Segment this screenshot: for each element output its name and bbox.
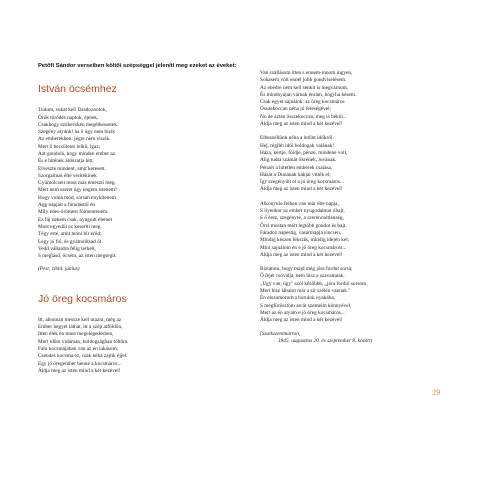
poem-line: Hogy volna mód, sorsán enyhítenem. bbox=[38, 194, 118, 201]
poem-line: Így szegényült el a jó öreg kocsmáros... bbox=[260, 179, 344, 186]
poem-line: Alkonyulo felhen van már élte napja, bbox=[260, 200, 339, 207]
intro-text: Petőfi Sándor verseiben költői szépséggel jeleníti meg ezeket az éveket: bbox=[38, 63, 237, 69]
poem-line: Áldja meg az isten mind a két kezével! bbox=[260, 186, 343, 193]
poem-line: Áldja meg az isten mind a két kezével! bbox=[260, 251, 343, 258]
poem-line: Mert időm vidáman, boldogságban töltöm. bbox=[38, 338, 129, 345]
poem-date-note-dates: 1845. augusztus 20. és szeptember 8. között) bbox=[278, 337, 373, 344]
poem-line: Mert ő becsületes lelkű, igaz; bbox=[38, 143, 101, 150]
poem-stanza bbox=[38, 107, 238, 260]
poem-line: És mindnyájan várnak énrám, hogyha késem. bbox=[260, 91, 357, 98]
poem-line: Vedd vállaidra félig terheit, bbox=[38, 245, 96, 252]
poem-stanza bbox=[260, 135, 460, 193]
poem-line: Csak egyet sajnálok: az öreg kocsmáros bbox=[260, 99, 345, 106]
poem-line: Agg napjait a fáradástól én bbox=[38, 202, 96, 209]
poem-line: Szorgalmas élte verítékinek bbox=[38, 172, 97, 179]
poem-line: Szegény atyánk! ha ő úgy nem bízik bbox=[38, 129, 116, 136]
poem-line: Most egyedül ez keseríti meg. bbox=[38, 223, 102, 230]
poem-line: Pénzét a hitetlen emberek csalása, bbox=[260, 164, 333, 171]
poem-line: Áldja meg az isten mind a két kezével! bbox=[260, 121, 343, 128]
poem-line: Biztatom, hogy majd még jóra fordul sorsa; bbox=[260, 266, 353, 273]
poem-line: Alig tudta számát ökrének, lovának. bbox=[260, 157, 337, 164]
poem-line: Mily édes-örömest fölmenteném. bbox=[38, 209, 109, 216]
poem-date-note bbox=[260, 331, 460, 346]
poem-line: Sohasem volt ennél jobb gondviselésem. bbox=[260, 77, 347, 84]
poem-line: Ember hegyet láthat, itt a szép alföldön, bbox=[38, 324, 123, 331]
poem-line: Tudom, sokat kell fáradoznotok, bbox=[38, 107, 107, 114]
poem-line: Tégy erte, amit tenni bír erőd; bbox=[38, 231, 102, 238]
poem-stanza bbox=[260, 201, 460, 259]
poem-line: Falu kocsmájában van az én lakásom; bbox=[38, 345, 119, 352]
poem-line: „Ugy van, úgy" szól későbbb, „jóra fordul sorsom, bbox=[260, 280, 368, 287]
poem-line: Ez fáj nekem csak, nyugodt életnet bbox=[38, 216, 113, 223]
poem-stanza bbox=[38, 317, 238, 375]
poem-line: Csendes kocsma ez, csak néha zajlik éjjel. bbox=[38, 353, 128, 360]
poem-line: Mert az én atyám e jó öreg kocsmáros... bbox=[260, 309, 345, 316]
poem-line: Az emberekben: jégre nem viszik. bbox=[38, 136, 111, 143]
poem-line: S ilyenkor az ember nyugodalmat óhajt, bbox=[260, 208, 345, 215]
poem-line: Itten élek én most megelégedésben, bbox=[38, 331, 114, 338]
poem-line: S megfürösztöm arcát szemeim könnyével, bbox=[260, 302, 352, 309]
poem-line: Ő fejét csóválja, nem hisz a szavamnak. bbox=[260, 273, 345, 280]
poem-line: Mert hisz lábaim már a sír szélén vannak." bbox=[260, 288, 351, 295]
poem-line: Elveszte mindent, amit keresett. bbox=[38, 165, 106, 172]
poem-line: Fáradoz napestig, vasármapja sincsen, bbox=[260, 229, 342, 236]
poem-line: Elbeszéllünk néha a letűnt időkről. bbox=[260, 135, 334, 142]
poem-stanza bbox=[260, 70, 460, 128]
poem-title: István öcsémhez bbox=[38, 83, 117, 96]
poem-line: Mint sajnálom én e jó öreg kocsmárost... bbox=[260, 244, 347, 251]
poem-stanza bbox=[260, 266, 460, 324]
poem-line: Őrzi mostan mért legtöbb gondot és bajt. bbox=[260, 222, 347, 229]
poem-line: Mért nem szeret úgy engem istenem? bbox=[38, 187, 118, 194]
poem-line: Hej, régibb idői boldogak valának! bbox=[260, 142, 334, 149]
page-number: 29 bbox=[432, 387, 441, 397]
poem-date-note-place: (Szalkszentmárton, bbox=[260, 330, 301, 337]
poem-line: S meglásd, öcsém, az isten megsegít. bbox=[38, 253, 117, 260]
poem-line: Egy jó öregember benne a kocsmáros... bbox=[38, 360, 122, 367]
poem-line: Az ebédre nem kell senkit is megvárnom, bbox=[260, 84, 349, 91]
poem-line: Légy jó fiú, és gyámolítsad őt. bbox=[38, 238, 103, 245]
poem-line: Háza, kertje, földje, pénze, mindene volt, bbox=[260, 149, 348, 156]
poem-line: Gyümölcseit most más emészti meg. bbox=[38, 180, 116, 187]
poem-line: Összekoccan néha jó feleségével; bbox=[260, 106, 332, 113]
left-column bbox=[38, 62, 238, 381]
poem-line: Van szállásom itten s ennem-innom ingyen, bbox=[260, 70, 353, 76]
poem-line: Házát a Dunának habjai vitték el; bbox=[260, 171, 331, 178]
poem-line: Áldja meg az isten mind a két kezével! bbox=[38, 367, 121, 374]
poem-line: És e hitének áldozatja lett, bbox=[38, 158, 94, 165]
poem-line: S ő érez, szegényre, a szerencsétlenség, bbox=[260, 215, 344, 222]
poem-line: Én elszomorodva borulok nyakába, bbox=[260, 295, 336, 302]
right-column bbox=[260, 70, 460, 345]
poem-line: Csakhogy szűkecskén megélhessetek. bbox=[38, 121, 119, 128]
poem-line: Mindig készen fekszik, mindig idején kel; bbox=[260, 237, 350, 244]
poem-line: Itt, ahonnan messze kell utazni, még az bbox=[38, 316, 122, 323]
poem-line: Azt gondolá, hogy minden ember az. bbox=[38, 150, 117, 157]
poem-line: Áldja meg az isten mind a két kezével! bbox=[260, 317, 343, 324]
poem-date-note: (Pest, 1844. június) bbox=[38, 266, 80, 273]
poem-line: Örök törődés naptok, éjetek, bbox=[38, 114, 99, 121]
poem-line: No de aztán összekoccan, meg is békül... bbox=[260, 113, 347, 120]
poem-title: Jó öreg kocsmáros bbox=[38, 292, 127, 305]
